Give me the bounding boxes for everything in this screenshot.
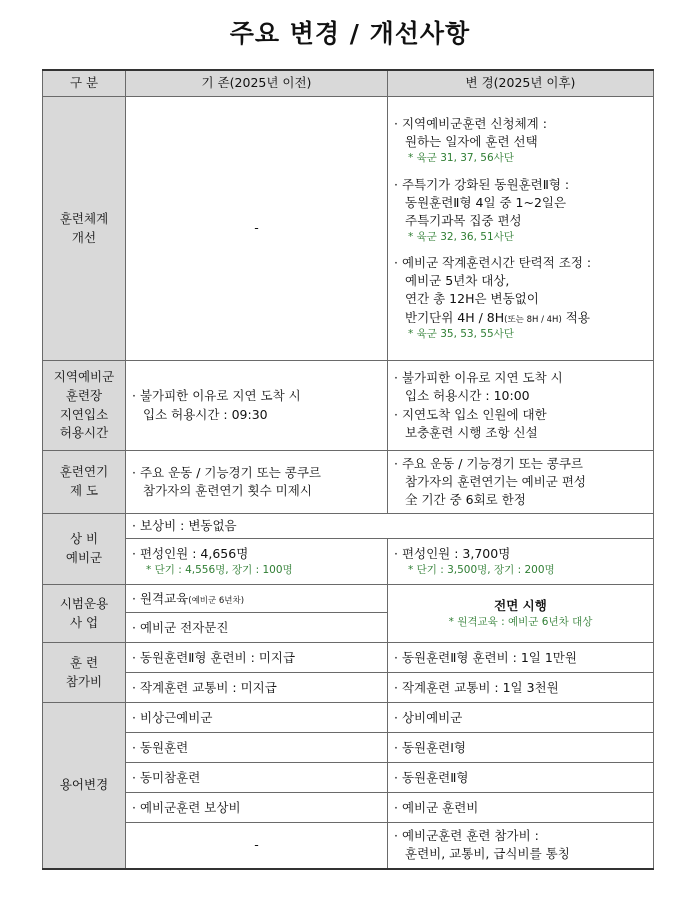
row-fee-1 [43,643,654,673]
before-cell: · 작계훈련 교통비 : 미지급 [126,673,388,703]
category-cell: 용어변경 [43,703,126,869]
note: * 육군 31, 37, 56사단 [408,152,514,165]
before-cell: · 동원훈련 [126,733,388,763]
category-cell: 훈련체계 개선 [43,97,126,361]
before-cell: - [126,97,388,361]
after-cell: · 상비예비군 [388,703,654,733]
after-cell: · 주요 운동 / 기능경기 또는 콩쿠르 참가자의 훈련연기는 예비군 편성 全 기간 중 6회로 한정 [388,451,654,514]
after-cell: · 예비군훈련 훈련 참가비 : 훈련비, 교통비, 급식비를 통칭 [388,823,654,869]
before-cell: - [126,823,388,869]
note: * 단기 : 4,556명, 장기 : 100명 [146,564,293,577]
category-cell: 훈련연기 제 도 [43,451,126,514]
row-term-3 [43,763,654,793]
note: * 단기 : 3,500명, 장기 : 200명 [408,564,555,577]
row-term-1 [43,703,654,733]
header-category: 구 분 [43,70,126,97]
before-cell: · 예비군 전자문진 [126,613,388,643]
before-cell: · 동미참훈련 [126,763,388,793]
after-cell: · 동원훈련Ⅱ형 [388,763,654,793]
row-fee-2 [43,673,654,703]
category-cell: 지역예비군 훈련장 지연입소 허용시간 [43,361,126,451]
row-late-entry [43,361,654,451]
after-cell: · 지역예비군훈련 신청체계 : 원하는 일자에 훈련 선택 * 육군 31, 37, 56사단 · 주특기가 강화된 동원훈련Ⅱ형 : 동원훈련Ⅱ형 4일 중 1~2일은 주특기과목 집중 편성 * 육군 32, 36, 51사단 · 예비군 작계훈련시간 탄력적 조정 : 예비군 5년차 대상, 연간 총 12H은 변동없이 반기단위 4H / 8H(또는 8H / 4H) 적용 * 육군 35, 53, 55사단 [388,97,654,361]
after-cell: · 동원훈련Ⅰ형 [388,733,654,763]
row-pilot-1 [43,585,654,613]
table-header-row [43,70,654,97]
after-cell: 전면 시행 * 원격교육 : 예비군 6년차 대상 [388,585,654,643]
after-cell: · 작계훈련 교통비 : 1일 3천원 [388,673,654,703]
page-title: 주요 변경 / 개선사항 [229,19,471,48]
before-cell: · 원격교육(예비군 6년차) [126,585,388,613]
row-term-2 [43,733,654,763]
category-cell: 상 비 예비군 [43,514,126,585]
row-postponement [43,451,654,514]
category-cell: 시범운용 사 업 [43,585,126,643]
row-term-5 [43,823,654,869]
before-cell: · 비상근예비군 [126,703,388,733]
header-before: 기 존(2025년 이전) [126,70,388,97]
row-training-system [43,97,654,361]
row-standing-reserve-2 [43,539,654,585]
before-cell: · 예비군훈련 보상비 [126,793,388,823]
before-cell: · 동원훈련Ⅱ형 훈련비 : 미지급 [126,643,388,673]
changes-table [42,69,654,870]
after-cell: · 편성인원 : 3,700명 * 단기 : 3,500명, 장기 : 200명 [388,539,654,585]
before-cell: · 편성인원 : 4,656명 * 단기 : 4,556명, 장기 : 100명 [126,539,388,585]
category-cell: 훈 련 참가비 [43,643,126,703]
row-term-4 [43,793,654,823]
note: * 육군 32, 36, 51사단 [408,230,514,243]
before-cell: · 불가피한 이유로 지연 도착 시 입소 허용시간 : 09:30 [126,361,388,451]
after-cell: · 동원훈련Ⅱ형 훈련비 : 1일 1만원 [388,643,654,673]
note: * 원격교육 : 예비군 6년차 대상 [448,616,593,629]
header-after: 변 경(2025년 이후) [388,70,654,97]
after-cell: · 불가피한 이유로 지연 도착 시 입소 허용시간 : 10:00 · 지연도착 입소 인원에 대한 보충훈련 시행 조항 신설 [388,361,654,451]
after-cell: · 예비군 훈련비 [388,793,654,823]
row-standing-reserve-1 [43,514,654,539]
note: * 육군 35, 53, 55사단 [408,327,514,340]
merged-cell: · 보상비 : 변동없음 [126,514,654,539]
before-cell: · 주요 운동 / 기능경기 또는 콩쿠르 참가자의 훈련연기 횟수 미제시 [126,451,388,514]
